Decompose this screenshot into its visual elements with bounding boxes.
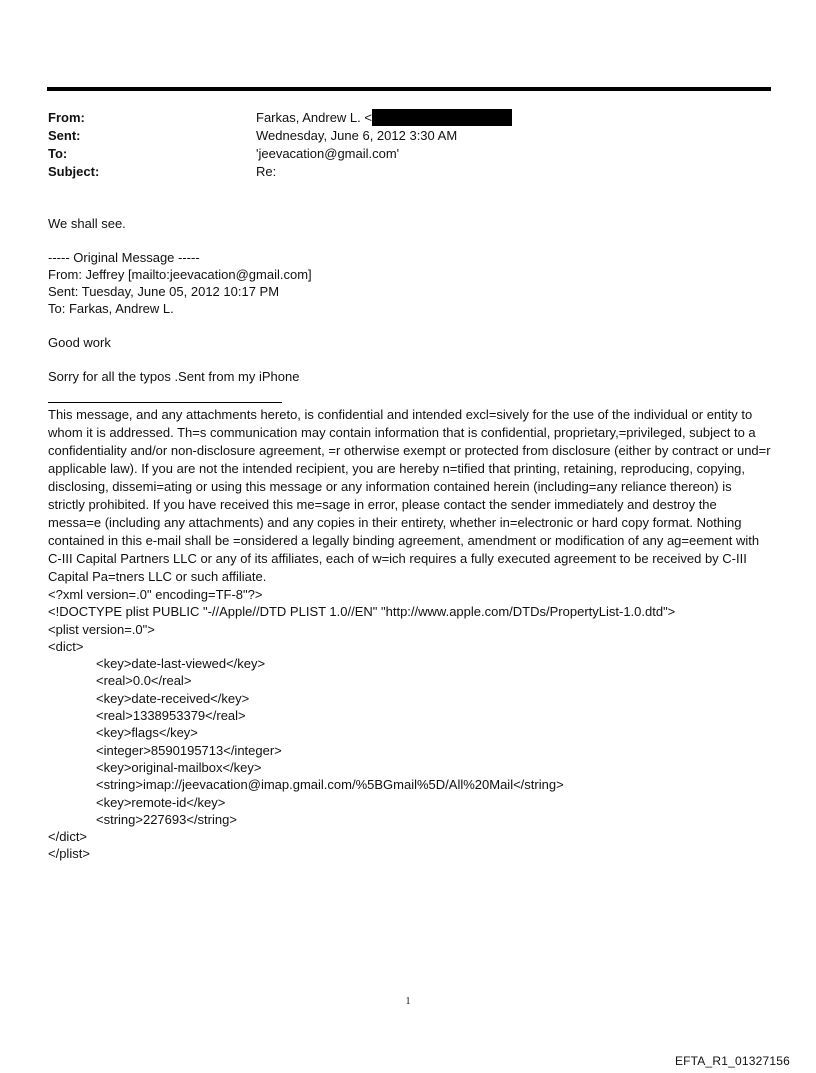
dict-close: </dict> bbox=[48, 829, 88, 845]
subject-value: Re: bbox=[256, 164, 277, 179]
reply-text: We shall see. bbox=[48, 216, 126, 231]
from-label: From: bbox=[48, 110, 85, 125]
original-line-1: Good work bbox=[48, 335, 111, 350]
xml-item: <key>date-last-viewed</key> bbox=[96, 656, 266, 672]
xml-item: <key>flags</key> bbox=[96, 725, 198, 741]
email-body bbox=[48, 215, 772, 863]
xml-item: <real>0.0</real> bbox=[96, 673, 192, 689]
top-rule bbox=[47, 87, 771, 91]
to-value: 'jeevacation@gmail.com' bbox=[256, 146, 400, 161]
xml-item: <key>remote-id</key> bbox=[96, 794, 226, 810]
dict-open: <dict> bbox=[48, 638, 84, 654]
page-number: 1 bbox=[405, 996, 411, 1007]
from-value bbox=[256, 109, 768, 127]
original-sent: Sent: Tuesday, June 05, 2012 10:17 PM bbox=[48, 284, 280, 299]
xml-item: <real>1338953379</real> bbox=[96, 708, 246, 724]
xml-item: <key>original-mailbox</key> bbox=[96, 759, 262, 775]
plist-xml bbox=[48, 586, 772, 863]
original-to: To: Farkas, Andrew L. bbox=[48, 301, 174, 316]
document-id: EFTA_R1_01327156 bbox=[674, 1054, 790, 1068]
sent-row bbox=[48, 127, 768, 145]
sent-value: Wednesday, June 6, 2012 3:30 AM bbox=[256, 128, 458, 143]
from-sender: Farkas, Andrew L. < bbox=[256, 110, 372, 125]
plist-open: <plist version=.0"> bbox=[48, 621, 155, 637]
confidentiality-disclaimer: This message, and any attachments hereto, is confidential and intended excl=sively for the use of the individual or entity to whom it is addressed. Th=s communication may contain information that is confidential, proprietary,=privileged, subject to a confidentiality and/or non-disclosure agreement, =r otherwise exempt or protected from disclosure (either by contract or und=r applicable law). If you are not the intended recipient, you are hereby n=tified that printing, retaining, reproducing, copying, disclosing, dissemi=ating or using this message or any information contained herein (including=any reliance thereon) is strictly prohibited. If you have received this me=sage in error, please contact the sender immediately and destroy the messa=e (including any attachments) and any copies in their entirety, whether in=electronic or hard copy format. Nothing contained in this e-mail shall be =onsidered a legally binding agreement, amendment or modification of any ag=eement with C-III Capital Partners LLC or any of its affiliates, each of w=ich requires a fully executed agreement to be received by C-III Capital Pa=tners LLC or such affiliate. bbox=[48, 407, 771, 584]
subject-row bbox=[48, 163, 768, 181]
xml-doctype: <!DOCTYPE plist PUBLIC "-//Apple//DTD PLIST 1.0//EN" "http://www.apple.com/DTDs/PropertyList-1.0.dtd"> bbox=[48, 604, 676, 620]
redaction-box bbox=[372, 109, 512, 126]
from-row bbox=[48, 109, 768, 127]
xml-item: <key>date-received</key> bbox=[96, 690, 250, 706]
to-label: To: bbox=[48, 146, 68, 161]
original-line-2: Sorry for all the typos .Sent from my iPhone bbox=[48, 369, 300, 384]
plist-close: </plist> bbox=[48, 846, 90, 862]
xml-item: <string>imap://jeevacation@imap.gmail.com/%5BGmail%5D/All%20Mail</string> bbox=[96, 777, 564, 793]
sent-label: Sent: bbox=[48, 128, 81, 143]
signature-divider bbox=[48, 402, 282, 403]
xml-declaration: <?xml version=.0" encoding=TF-8"?> bbox=[48, 587, 263, 602]
subject-label: Subject: bbox=[48, 164, 100, 179]
original-message-marker: ----- Original Message ----- bbox=[48, 250, 200, 265]
xml-item: <string>227693</string> bbox=[96, 811, 237, 827]
to-row bbox=[48, 145, 768, 163]
email-header bbox=[48, 109, 768, 181]
xml-item: <integer>8590195713</integer> bbox=[96, 742, 282, 758]
original-from: From: Jeffrey [mailto:jeevacation@gmail.com] bbox=[48, 267, 312, 282]
